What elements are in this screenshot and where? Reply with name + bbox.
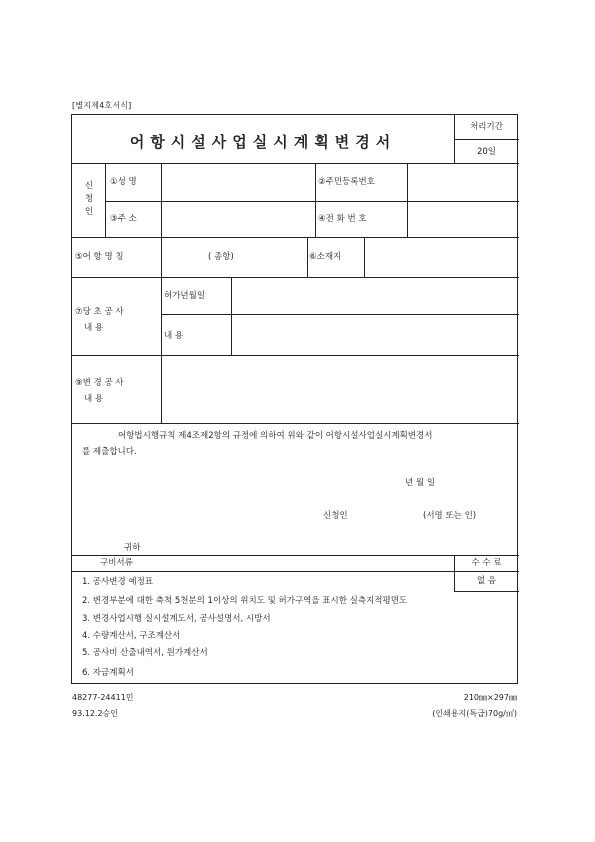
document-item: 6. 자금계획서 [82, 668, 134, 678]
divider [72, 355, 519, 356]
permit-date-label: 허가년월일 [164, 291, 206, 301]
addressee: 귀하 [124, 543, 141, 553]
divider [72, 163, 519, 164]
divider [72, 571, 519, 572]
divider [315, 163, 316, 237]
form-number-label: [별지제4호서식] [72, 101, 132, 110]
divider [72, 237, 519, 238]
statement-line-1: 어항법시행규칙 제4조제2항의 규정에 의하여 위와 같이 어항시설사업실시계획변경서 [118, 431, 433, 441]
divider [72, 423, 519, 424]
document-item: 4. 수량계산서, 구조계산서 [82, 631, 181, 641]
divider [161, 277, 162, 423]
fee-value: 없 음 [476, 576, 497, 586]
document-item: 2. 변경부분에 대한 축척 5천분의 1이상의 위치도 및 허가구역을 표시한 실측지적평면도 [82, 596, 408, 606]
paper-type: (인쇄용지(특급)70g/㎡) [432, 709, 517, 718]
paper-size: 210㎜×297㎜ [463, 693, 517, 702]
processing-period-value: 20일 [476, 147, 497, 157]
divider [454, 591, 519, 592]
application-form [71, 114, 518, 684]
port-name-label: ⑤어 항 명 칭 [75, 252, 124, 262]
document-item: 3. 변경사업시행 실시설계도서, 공사설명서, 시방서 [82, 614, 271, 624]
divider [105, 163, 106, 237]
divider [105, 201, 519, 202]
divider [407, 163, 408, 237]
name-label: ①성 명 [110, 177, 137, 187]
resident-number-label: ②주민등록번호 [318, 177, 375, 187]
document-item: 1. 공사변경 예정표 [82, 577, 153, 587]
original-work-label: ⑦당 초 공 사 [75, 307, 124, 317]
changed-work-label: ⑨변 경 공 사 [75, 378, 124, 388]
statement-line-2: 를 제출합니다. [82, 447, 137, 457]
required-documents-header: 구비서류 [100, 558, 133, 568]
processing-period-label: 처리기간 [470, 122, 503, 132]
approval-date: 93.12.2승인 [72, 709, 118, 718]
signature-hint: (서명 또는 인) [423, 511, 477, 521]
divider [72, 555, 519, 556]
applicant-label: 신 청 인 [84, 181, 94, 217]
date-line: 년 월 일 [405, 478, 436, 488]
phone-label: ④전 화 번 호 [318, 214, 367, 224]
form-title: 어항시설사업실시계획변경서 [129, 133, 397, 151]
original-content-label: 내 용 [164, 331, 184, 341]
document-item: 5. 공사비 산출내역서, 원가계산서 [82, 648, 208, 658]
divider [72, 277, 519, 278]
divider [307, 237, 308, 277]
changed-work-label-2: 내 용 [84, 394, 104, 404]
location-label: ⑥소재지 [309, 252, 342, 262]
applicant-signature-label: 신청인 [323, 511, 348, 521]
port-name-hint: ( 종항) [208, 252, 234, 262]
address-label: ③주 소 [110, 214, 137, 224]
original-work-label-2: 내 용 [84, 323, 104, 333]
form-code: 48277-24411민 [72, 693, 134, 702]
divider [454, 139, 519, 140]
fee-header: 수 수 료 [471, 558, 502, 568]
divider [231, 277, 232, 355]
divider [161, 163, 162, 277]
divider [364, 237, 365, 277]
divider [161, 314, 519, 315]
